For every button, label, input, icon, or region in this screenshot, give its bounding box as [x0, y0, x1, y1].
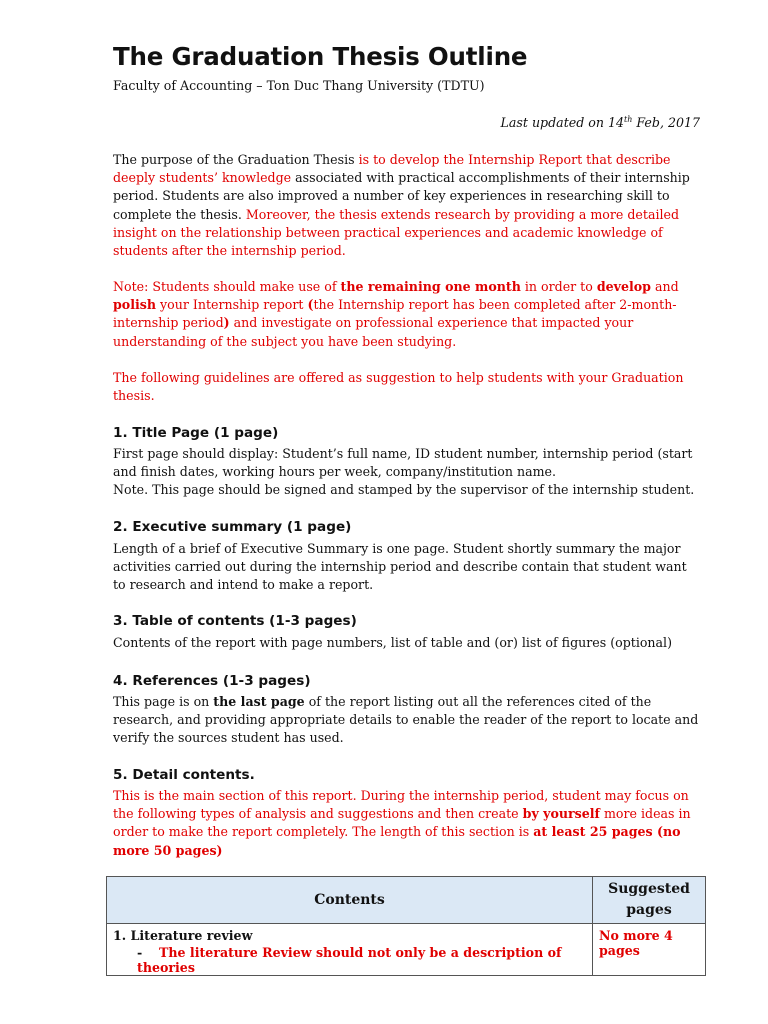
section-4-t3: of the report listing out all the references cited of the research, and providing appropriate details to enable the reader of the report to locate and verify the sources student has used.: [113, 694, 699, 746]
last-updated-sup: th: [624, 115, 633, 124]
guidelines-paragraph: The following guidelines are offered as suggestion to help students with your Graduation thesis.: [113, 370, 684, 404]
section-5-heading: 5. Detail contents.: [113, 767, 255, 783]
header-contents: Contents: [107, 877, 593, 924]
note-s10: ): [223, 315, 230, 331]
bullet-text: The literature Review should not only be a description of theories: [137, 945, 562, 975]
last-updated: [501, 115, 700, 130]
note-s7: your Internship report: [156, 297, 308, 313]
section-1-text-a: First page should display: Student’s full name, ID student number, internship period (start and finish dates, working hours per week, company/institution name.: [113, 446, 693, 480]
doc-subtitle: Faculty of Accounting – Ton Duc Thang University (TDTU): [113, 78, 485, 93]
last-updated-post: Feb, 2017: [632, 115, 700, 131]
table-header-row: [107, 877, 706, 924]
note-s11: and investigate on professional experience that impacted your understanding of the subject you have been studying.: [113, 315, 634, 349]
section-5-t1: This is the main section of this report. During the internship period, student may focus on the following types of analysis and suggestions and then create: [113, 788, 689, 822]
section-1-text-b: Note. This page should be signed and stamped by the supervisor of the internship student.: [113, 482, 695, 498]
section-1-text: [113, 445, 703, 500]
row-pages: No more 4 pages: [593, 924, 706, 976]
note-s9: the Internship report has been completed after 2-month-internship period: [113, 297, 677, 331]
section-1-heading: 1. Title Page (1 page): [113, 425, 279, 441]
purpose-s4: Moreover, the thesis extends research by providing a more detailed insight on the relationship between practical experiences and academic knowledge of students after the internship period.: [113, 206, 680, 259]
last-updated-pre: Last updated on 14: [500, 115, 624, 131]
purpose-s2: is to develop the Internship Report that describe deeply students’ knowledge: [113, 152, 671, 186]
table-row: [107, 924, 706, 976]
section-4-heading: 4. References (1-3 pages): [113, 673, 311, 689]
purpose-paragraph: [113, 151, 703, 260]
section-3-text: Contents of the report with page numbers, list of table and (or) list of figures (optional): [113, 635, 672, 650]
section-2-heading: 2. Executive summary (1 page): [113, 519, 352, 535]
section-5-text: [113, 787, 703, 860]
note-s2: the remaining one month: [340, 279, 521, 294]
section-3-heading: 3. Table of contents (1-3 pages): [113, 613, 357, 629]
doc-title: The Graduation Thesis Outline: [113, 42, 528, 71]
section-2-text: Length of a brief of Executive Summary is one page. Student shortly summary the major activities carried out during the internship period and describe contain that student want to research and intend to make a report.: [113, 541, 687, 593]
note-s8: (: [307, 297, 314, 313]
note-s1: Note: Students should make use of: [113, 279, 341, 294]
note-s6: polish: [113, 297, 157, 313]
bullet-dash: -: [137, 945, 143, 960]
row-literature-review: [107, 924, 593, 976]
row-bullet: [113, 945, 586, 975]
header-suggested-pages: Suggested pages: [593, 877, 706, 924]
note-s3: in order to: [520, 279, 597, 294]
note-s5: and: [650, 279, 679, 294]
purpose-s3: associated with practical accomplishments of their internship period. Students are also improved a number of key experiences in researching skill to complete the thesis.: [113, 170, 690, 222]
note-paragraph: [113, 278, 703, 351]
note-s4: develop: [596, 279, 651, 294]
section-4-t1: This page is on: [113, 694, 214, 709]
section-5-t2: by yourself: [522, 806, 600, 822]
section-5-t4: at least 25 pages (no more 50 pages): [113, 824, 681, 858]
section-4-t2: the last page: [213, 694, 305, 709]
purpose-s1: The purpose of the Graduation Thesis: [113, 152, 359, 167]
section-5-t3: more ideas in order to make the report completely. The length of this section is: [113, 806, 691, 840]
row-title-text: 1. Literature review: [113, 928, 253, 943]
section-4-text: [113, 693, 703, 748]
contents-table: [106, 876, 706, 976]
